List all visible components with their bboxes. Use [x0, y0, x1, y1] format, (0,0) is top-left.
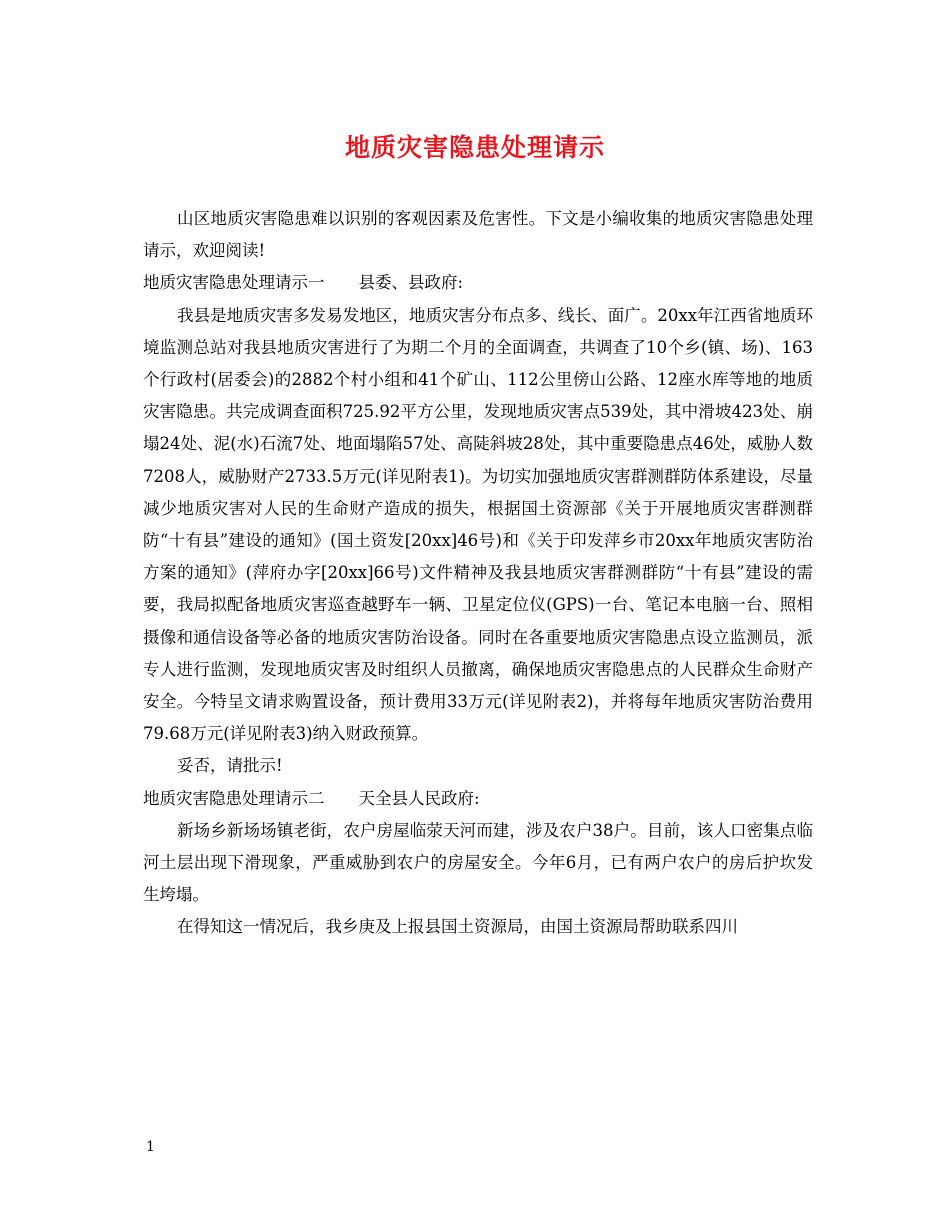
section-heading-2-addressee: 天全县人民政府:	[358, 788, 480, 808]
document-body	[143, 203, 813, 944]
paragraph-body-3: 在得知这一情况后，我乡庚及上报县国土资源局，由国土资源局帮助联系四川	[177, 917, 738, 937]
section-heading-1-title: 地质灾害隐患处理请示一	[143, 273, 325, 293]
section-heading-1-addressee: 县委、县政府:	[358, 273, 464, 293]
section-heading-2-title: 地质灾害隐患处理请示二	[143, 788, 325, 808]
document-title: 地质灾害隐患处理请示	[344, 133, 605, 162]
paragraph-closing-1: 妥否，请批示!	[177, 756, 283, 776]
section-heading-1	[143, 267, 813, 299]
page-number: 1	[146, 1139, 155, 1155]
paragraph-body-2: 新场乡新场场镇老街，农户房屋临荥天河而建，涉及农户38户。目前，该人口密集点临河土层出现下滑现象，严重威胁到农户的房屋安全。今年6月，已有两户农户的房后护坎发生垮塌。	[143, 820, 813, 905]
paragraph-body-1: 我县是地质灾害多发易发地区，地质灾害分布点多、线长、面广。20xx年江西省地质环境监测总站对我县地质灾害进行了为期二个月的全面调查，共调查了10个乡(镇、场)、163个行政村(居委会)的2882个村小组和41个矿山、112公里傍山公路、12座水库等地的地质灾害隐患。共完成调查面积725.92平方公里，发现地质灾害点539处，其中滑坡423处、崩塌24处、泥(水)石流7处、地面塌陷57处、高陡斜坡28处，其中重要隐患点46处，威胁人数7208人，威胁财产2733.5万元(详见附表1)。为切实加强地质灾害群测群防体系建设，尽量减少地质灾害对人民的生命财产造成的损失，根据国土资源部《关于开展地质灾害群测群防“十有县”建设的通知》(国土资发[20xx]46号)和《关于印发萍乡市20xx年地质灾害防治方案的通知》(萍府办字[20xx]66号)文件精神及我县地质灾害群测群防“十有县”建设的需要，我局拟配备地质灾害巡查越野车一辆、卫星定位仪(GPS)一台、笔记本电脑一台、照相摄像和通信设备等必备的地质灾害防治设备。同时在各重要地质灾害隐患点设立监测员，派专人进行监测，发现地质灾害及时组织人员撤离，确保地质灾害隐患点的人民群众生命财产安全。今特呈文请求购置设备，预计费用33万元(详见附表2)，并将每年地质灾害防治费用79.68万元(详见附表3)纳入财政预算。	[143, 305, 813, 744]
section-heading-2	[143, 783, 813, 815]
paragraph-intro: 山区地质灾害隐患难以识别的客观因素及危害性。下文是小编收集的地质灾害隐患处理请示，欢迎阅读!	[143, 209, 813, 261]
